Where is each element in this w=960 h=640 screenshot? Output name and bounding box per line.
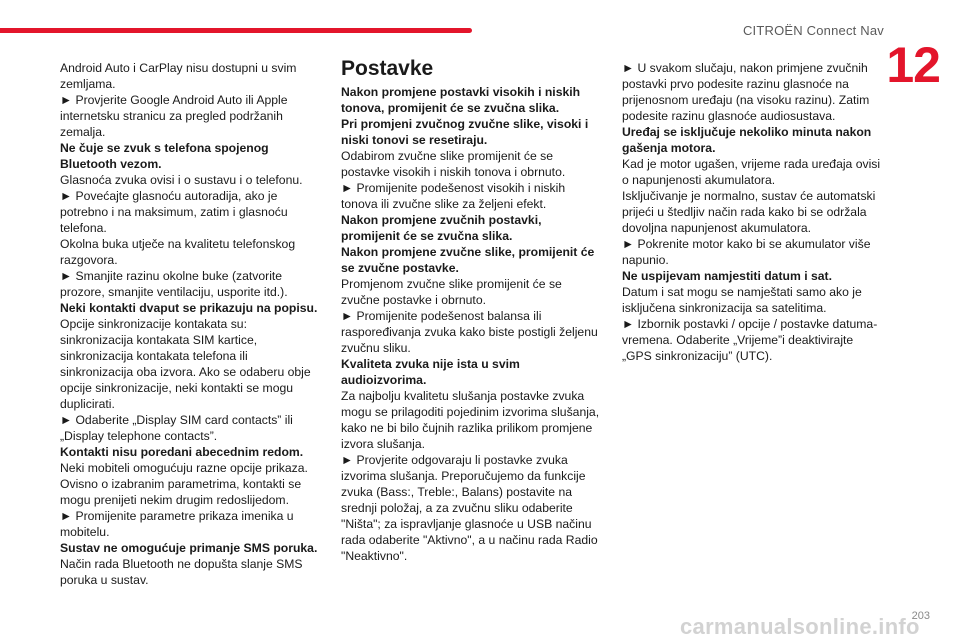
column-middle	[341, 57, 603, 564]
header-accent-bar	[0, 28, 472, 33]
section-title-postavke: Postavke	[341, 57, 434, 80]
col2-paragraph-10: Za najbolju kvalitetu slušanja postavke zvuka mogu se prilagoditi pojedinim izvorima slušanja, kako ne bi bilo čujnih razlika prilikom promjene izvora slušanja.	[341, 389, 600, 451]
column-right	[622, 60, 884, 364]
page-number: 203	[911, 610, 930, 622]
col1-paragraph-4: Glasnoća zvuka ovisi i o sustavu i o telefonu.	[60, 173, 303, 187]
header-title: CITROËN Connect Nav	[742, 23, 884, 38]
col1-paragraph-7: ► Smanjite razinu okolne buke (zatvorite prozore, smanjite ventilaciju, usporite itd.).	[60, 269, 288, 299]
col3-heading-datetime: Ne uspijevam namjestiti datum i sat.	[622, 269, 832, 283]
col2-paragraph-3: Odabirom zvučne slike promijenit će se postavke visokih i niskih tonova i obrnuto.	[341, 149, 566, 179]
col1-paragraph-10: ► Odaberite „Display SIM card contacts” ili „Display telephone contacts”.	[60, 413, 293, 443]
col2-paragraph-7: Promjenom zvučne slike promijenit će se zvučne postavke i obrnuto.	[341, 277, 562, 307]
col2-heading-5: Nakon promjene zvučnih postavki, promijenit će se zvučna slika.	[341, 213, 542, 243]
col1-heading-duplicate-contacts: Neki kontakti dvaput se prikazuju na popisu.	[60, 301, 318, 315]
col2-paragraph-11: ► Provjerite odgovaraju li postavke zvuka izvorima slušanja. Preporučujemo da funkcije zvuka (Bass:, Treble:, Balans) postavite na srednji položaj, a za zvučnu sliku odaberite "Ništa"; za ispravljanje glasnoće u USB načinu rada odaberite "Aktivno", a u načinu rada Radio "Neaktivno".	[341, 453, 598, 563]
col1-paragraph-5: ► Povećajte glasnoću autoradija, ako je potrebno i na maksimum, zatim i glasnoću telefona.	[60, 189, 288, 235]
col2-paragraph-4: ► Promijenite podešenost visokih i niskih tonova ili zvučne slike za željeni efekt.	[341, 181, 566, 211]
column-left	[60, 60, 322, 588]
col2-paragraph-8: ► Promijenite podešenost balansa ili raspoređivanja zvuka kako biste postigli željenu zvučnu sliku.	[341, 309, 598, 355]
col3-paragraph-5: ► Pokrenite motor kako bi se akumulator više napunio.	[622, 237, 871, 267]
col1-paragraph-12: Neki mobiteli omogućuju razne opcije prikaza. Ovisno o izabranim parametrima, kontakti se mogu prenijeti nekim drugim redoslijedom.	[60, 461, 308, 507]
col1-paragraph-13: ► Promijenite parametre prikaza imenika u mobitelu.	[60, 509, 294, 539]
col1-paragraph-2: ► Provjerite Google Android Auto ili Apple internetsku stranicu za pregled podržanih zemalja.	[60, 93, 288, 139]
chapter-number: 12	[886, 37, 940, 93]
col1-paragraph-9: Opcije sinkronizacije kontakata su: sinkronizacija kontakata SIM kartice, sinkronizacija kontakata telefona ili sinkronizacija oba izvora. Ako se odaberu obje opcije sinkronizacije, neki kontakti se mogu duplicirati.	[60, 317, 311, 411]
col2-heading-1: Nakon promjene postavki visokih i niskih tonova, promijenit će se zvučna slika.	[341, 85, 581, 115]
col3-paragraph-1: ► U svakom slučaju, nakon primjene zvučnih postavki prvo podesite razinu glasnoće na prijenosnom uređaju (na visoku razinu). Zatim podesite razinu glasnoće audiosustava.	[622, 61, 870, 123]
col3-paragraph-7: Datum i sat mogu se namještati samo ako je isključena sinkronizacija sa satelitima.	[622, 285, 862, 315]
col2-heading-6: Nakon promjene zvučne slike, promijenit će se zvučne postavke.	[341, 245, 595, 275]
col1-paragraph-1: Android Auto i CarPlay nisu dostupni u svim zemljama.	[60, 61, 297, 91]
col1-heading-contacts-order: Kontakti nisu poredani abecednim redom.	[60, 445, 304, 459]
col1-heading-bluetooth-sound: Ne čuje se zvuk s telefona spojenog Bluetooth vezom.	[60, 141, 269, 171]
col2-heading-9: Kvaliteta zvuka nije ista u svim audioizvorima.	[341, 357, 520, 387]
col3-heading-shutdown: Uređaj se isključuje nekoliko minuta nakon gašenja motora.	[622, 125, 872, 155]
col2-heading-2: Pri promjeni zvučnog zvučne slike, visoki i niski tonovi se resetiraju.	[341, 117, 589, 147]
col3-paragraph-4: Isključivanje je normalno, sustav će automatski prijeći u štedljiv način rada kako bi se održala dovoljna napunjenost akumulatora.	[622, 189, 876, 235]
col1-paragraph-15: Način rada Bluetooth ne dopušta slanje SMS poruka u sustav.	[60, 557, 303, 587]
col3-paragraph-3: Kad je motor ugašen, vrijeme rada uređaja ovisi o napunjenosti akumulatora.	[622, 157, 881, 187]
col1-paragraph-6: Okolna buka utječe na kvalitetu telefonskog razgovora.	[60, 237, 296, 267]
col3-paragraph-8: ► Izbornik postavki / opcije / postavke datuma-vremena. Odaberite „Vrijeme”i deaktivirajte „GPS sinkronizaciju” (UTC).	[622, 317, 878, 363]
col1-heading-sms: Sustav ne omogućuje primanje SMS poruka.	[60, 541, 318, 555]
watermark: carmanualsonline.info	[680, 614, 920, 639]
